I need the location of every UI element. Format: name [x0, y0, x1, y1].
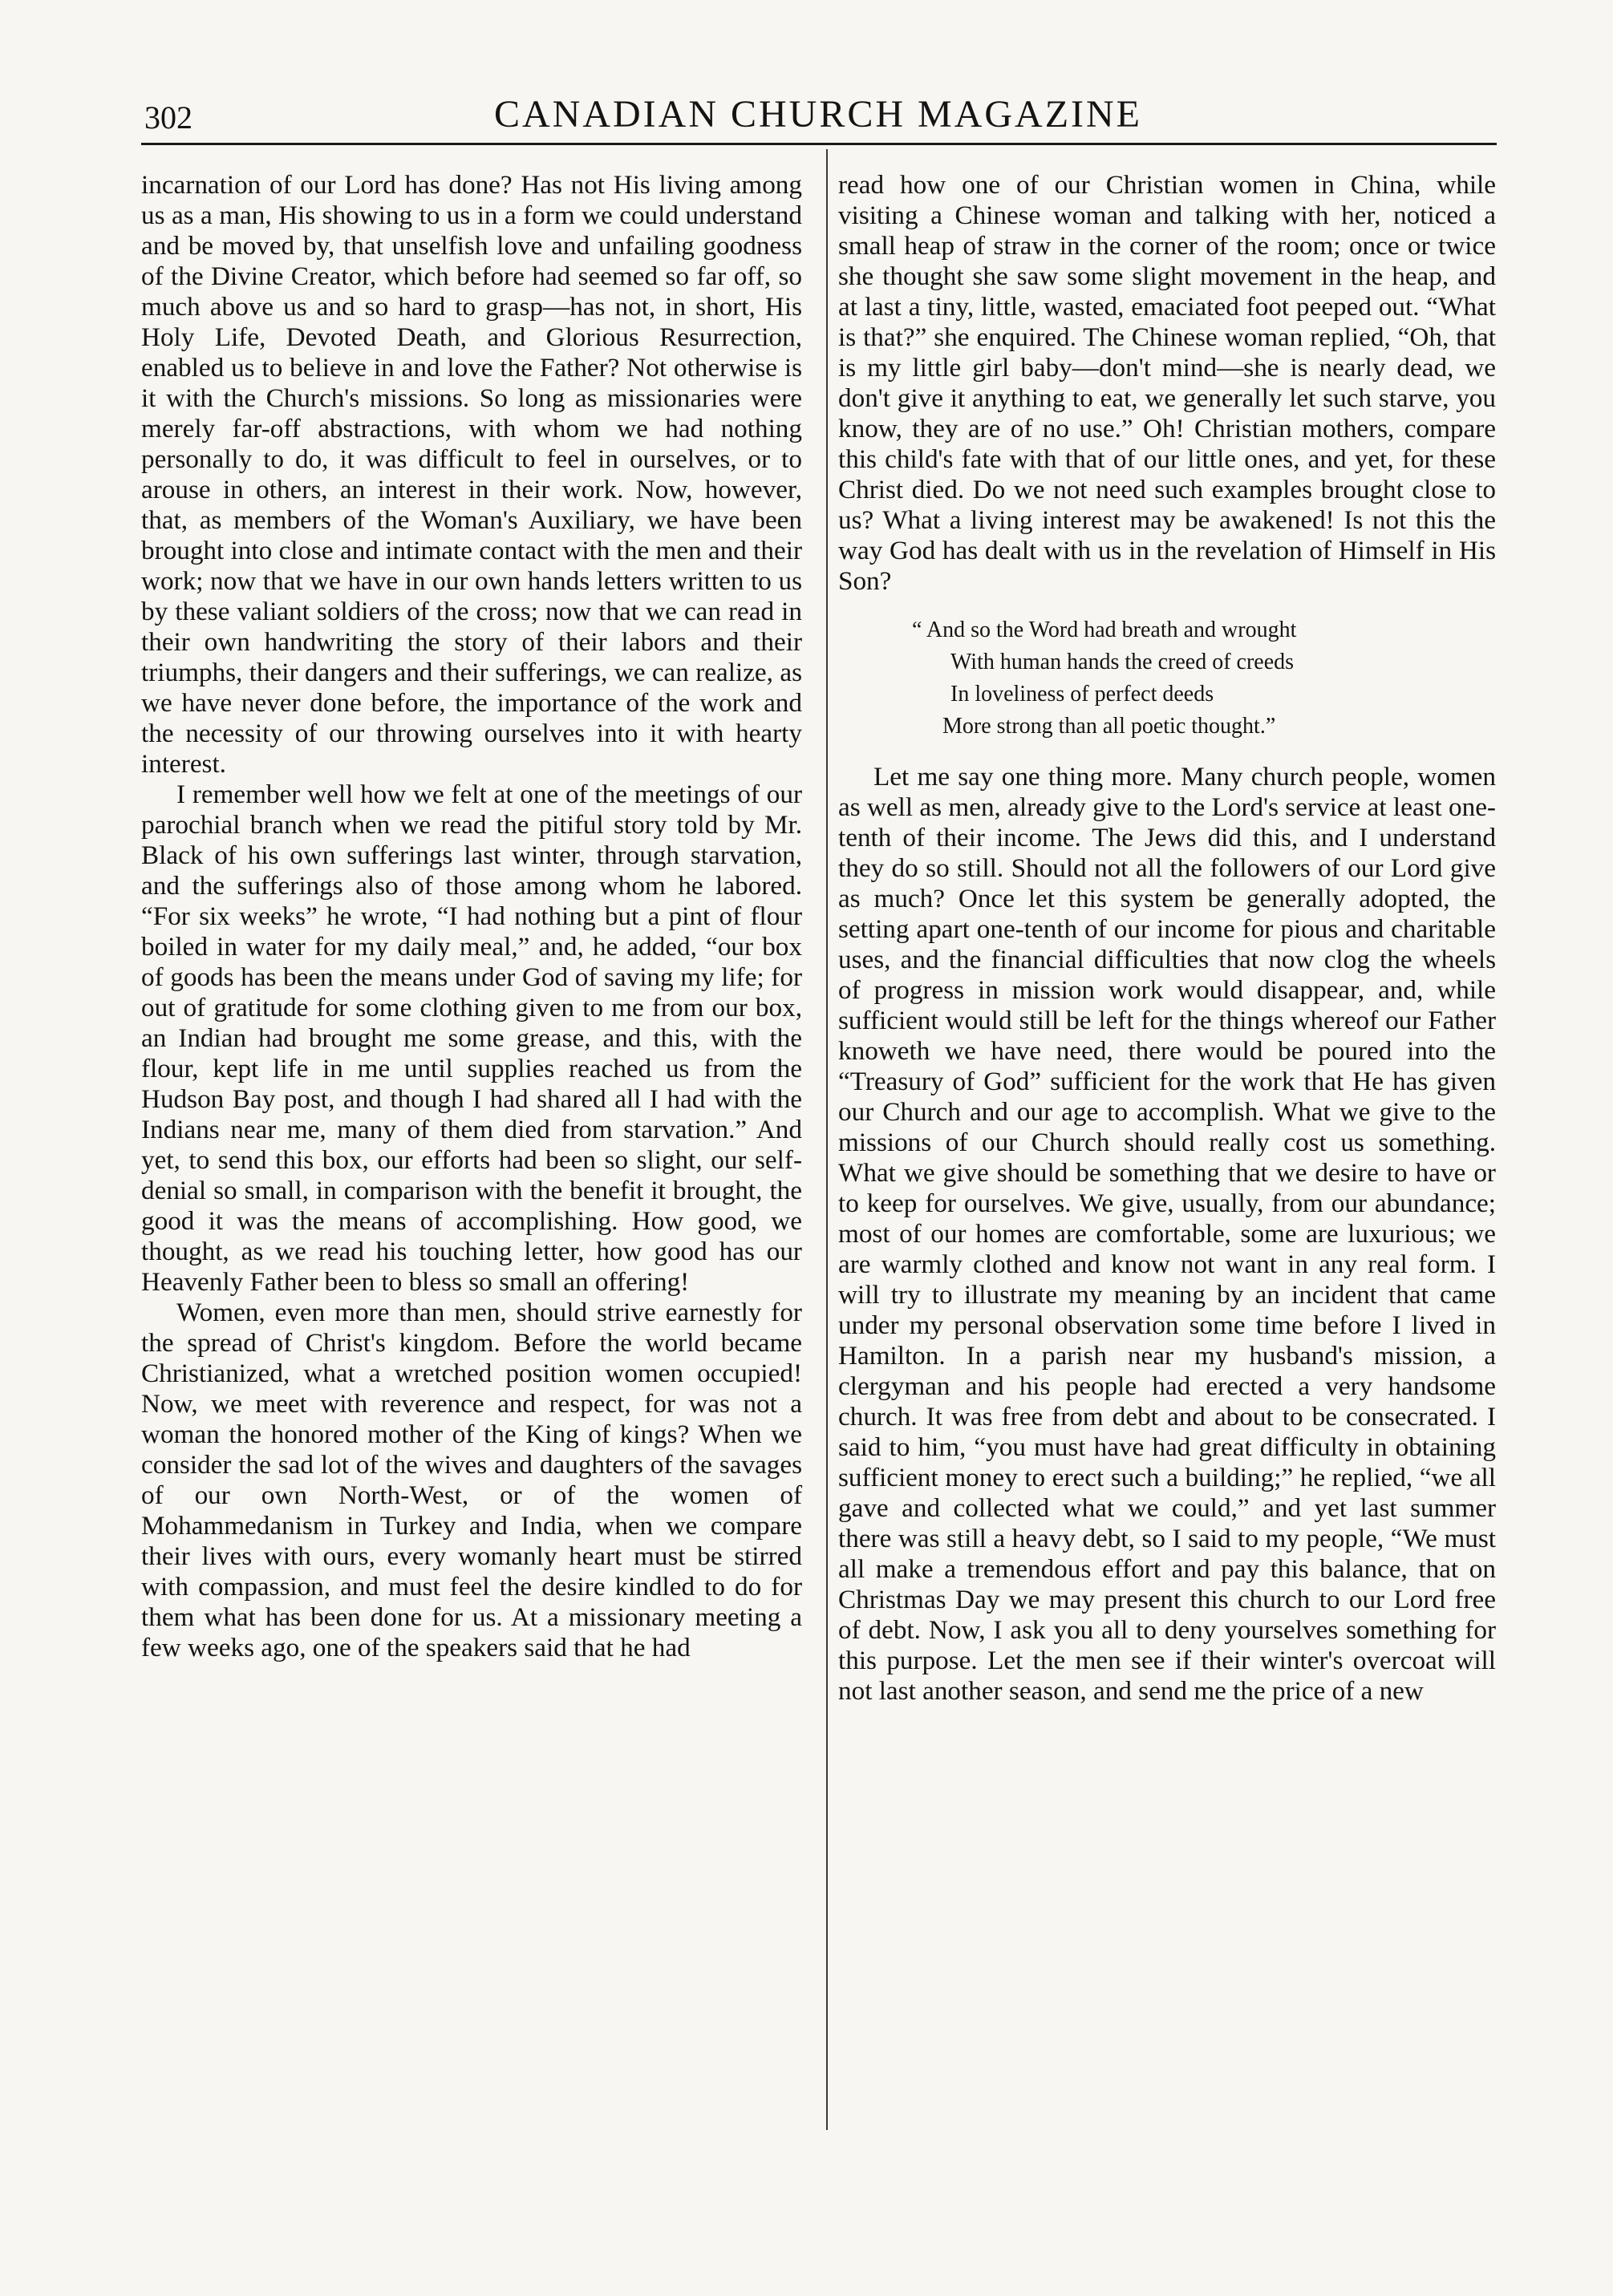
right-column: [838, 170, 1496, 1707]
poem-quotation: [838, 614, 1496, 743]
running-title: CANADIAN CHURCH MAGAZINE: [494, 93, 1142, 136]
paragraph: Let me say one thing more. Many church people, women as well as men, already give to the Lord's service at least one-tenth of their income. The Jews did this, and I understand they do so still. Should not all the followers of our Lord give as much? Once let this system be generally adopted, the setting apart one-tenth of our income for pious and charitable uses, and the financial difficulties that now clog the wheels of progress in mission work would disappear, and, while sufficient would still be left for the things whereof our Father knoweth we have need, there would be poured into the “Treasury of God” sufficient for the work that He has given our Church and our age to accomplish. What we give to the missions of our Church should really cost us something. What we give should be something that we desire to have or to keep for ourselves. We give, usually, from our abundance; most of our homes are comfortable, some are luxurious; we are warmly clothed and know not want in any real form. I will try to illustrate my meaning by an incident that came under my personal observation some time before I lived in Hamilton. In a parish near my husband's mission, a clergyman and his people had erected a very handsome church. It was free from debt and about to be consecrated. I said to him, “you must have had great difficulty in obtaining sufficient money to erect such a building;” he replied, “we all gave and collected what we could,” and yet last summer there was still a heavy debt, so I said to my people, “We must all make a tremendous effort and pay this balance, that on Christmas Day we may present this church to our Lord free of debt. Now, I ask you all to deny yourselves something for this purpose. Let the men see if their winter's overcoat will not last another season, and send me the price of a new: [838, 762, 1496, 1706]
paragraph: read how one of our Christian women in China, while visiting a Chinese woman and talking with her, noticed a small heap of straw in the corner of the room; once or twice she thought she saw some slight movement in the heap, and at last a tiny, little, wasted, emaciated foot peeped out. “What is that?” she enquired. The Chinese woman replied, “Oh, that is my little girl baby—don't mind—she is nearly dead, we don't give it anything to eat, we generally let such starve, you know, they are of no use.” Oh! Christian mothers, compare this child's fate with that of our little ones, and yet, for these Christ died. Do we not need such examples brought close to us? What a living interest may be awakened! Is not this the way God has dealt with us in the revelation of Himself in His Son?: [838, 170, 1496, 596]
left-column: [141, 170, 802, 1663]
paragraph: Women, even more than men, should strive earnestly for the spread of Christ's kingdom. Before the world became Christianized, what a wretched position women occupied! Now, we meet with reverence and respect, for was not a woman the honored mother of the King of kings? When we consider the sad lot of the wives and daughters of the savages of our own North-West, or of the women of Mohammedanism in Turkey and India, when we compare their lives with ours, every womanly heart must be stirred with compassion, and must feel the desire kindled to do for them what has been done for us. At a missionary meeting a few weeks ago, one of the speakers said that he had: [141, 1298, 802, 1662]
paragraph: I remember well how we felt at one of the meetings of our parochial branch when we read the pitiful story told by Mr. Black of his own sufferings last winter, through starvation, and the sufferings also of those among whom he labored. “For six weeks” he wrote, “I had nothing but a pint of flour boiled in water for my daily meal,” and, he added, “our box of goods has been the means under God of saving my life; for out of gratitude for some clothing given to me from our box, an Indian had brought me some grease, and this, with the flour, kept life in me until supplies reached us from the Hudson Bay post, and though I had shared all I had with the Indians near me, many of them died from starvation.” And yet, to send this box, our efforts had been so slight, our self-denial so small, in comparison with the benefit it brought, the good it was the means of accomplishing. How good, we thought, as we read his touching letter, how good has our Heavenly Father been to bless so small an offering!: [141, 780, 802, 1297]
header-rule: [141, 143, 1497, 145]
poem-line: In loveliness of perfect deeds: [950, 682, 1214, 707]
paragraph: incarnation of our Lord has done? Has not His living among us as a man, His showing to us in a form we could understand and be moved by, that unselfish love and unfailing goodness of the Divine Creator, which before had seemed so far off, so much above us and so hard to grasp—has not, in short, His Holy Life, Devoted Death, and Glorious Resurrection, enabled us to believe in and love the Father? Not otherwise is it with the Church's missions. So long as missionaries were merely far-off abstractions, with whom we had nothing personally to do, it was difficult to feel in ourselves, or to arouse in others, an interest in their work. Now, however, that, as members of the Woman's Auxiliary, we have been brought into close and intimate contact with the men and their work; now that we have in our own hands letters written to us by these valiant soldiers of the cross; now that we can read in their own handwriting the story of their labors and their triumphs, their dangers and their sufferings, we can realize, as we have never done before, the importance of the work and the necessity of our throwing ourselves into it with hearty interest.: [141, 170, 802, 779]
column-divider: [826, 149, 828, 2130]
page-number: 302: [144, 99, 193, 136]
poem-line: More strong than all poetic thought.”: [942, 714, 1276, 739]
page-header: [144, 92, 1492, 148]
poem-line: With human hands the creed of creeds: [950, 650, 1295, 674]
poem-line: “ And so the Word had breath and wrought: [912, 618, 1297, 642]
